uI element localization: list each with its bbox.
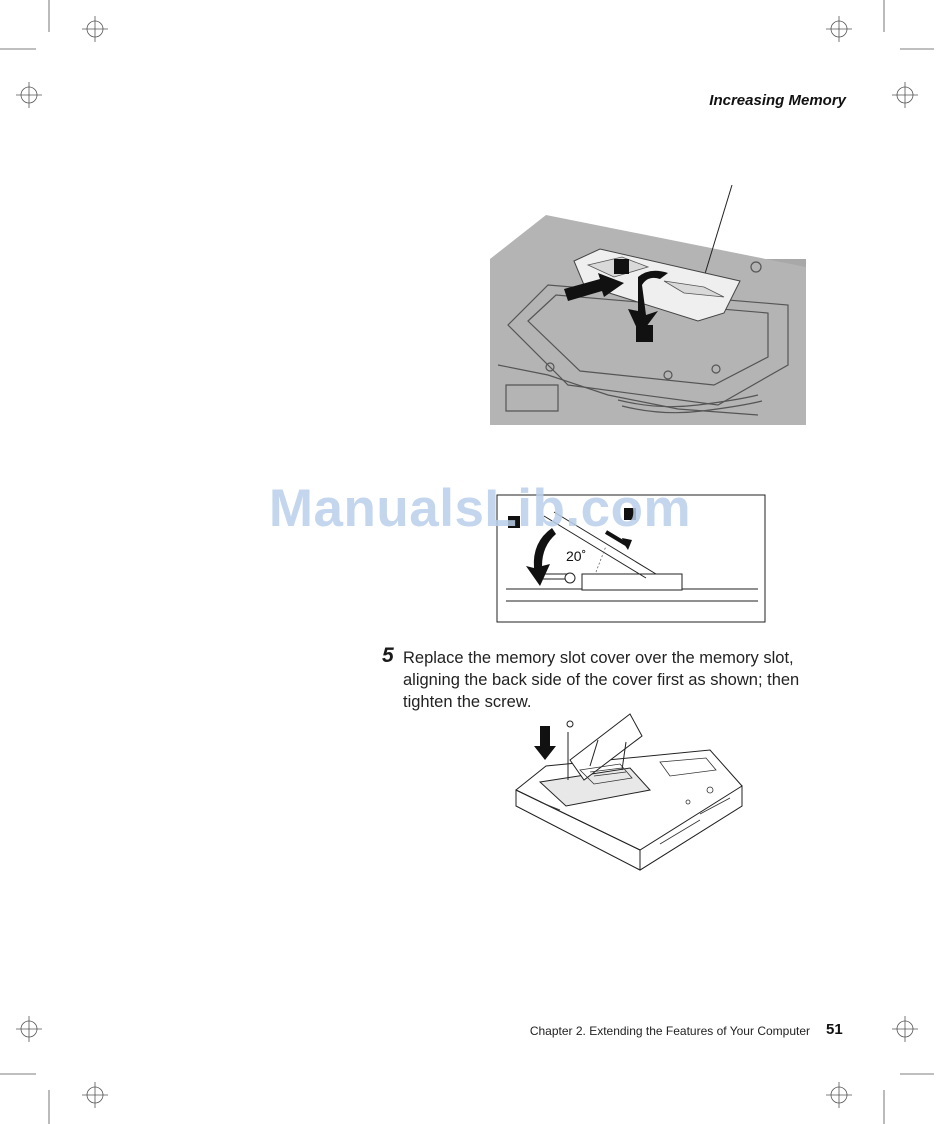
- page-number: 51: [826, 1021, 843, 1038]
- step-instruction: [403, 647, 853, 713]
- instruction-line: Replace the memory slot cover over the memory slot,: [403, 649, 794, 667]
- footer-chapter-title: Chapter 2. Extending the Features of Your Computer: [529, 1024, 810, 1038]
- instruction-line: tighten the screw.: [403, 693, 532, 711]
- laptop-cover-replacement-illustration: [510, 710, 760, 880]
- step-number: 5: [382, 644, 394, 667]
- angle-label: 20˚: [566, 548, 587, 564]
- memory-module-insertion-illustration: [488, 185, 818, 435]
- watermark: ManualsLib.com: [268, 479, 692, 538]
- running-header: Increasing Memory: [709, 92, 846, 109]
- instruction-line: aligning the back side of the cover first as shown; then: [403, 671, 800, 689]
